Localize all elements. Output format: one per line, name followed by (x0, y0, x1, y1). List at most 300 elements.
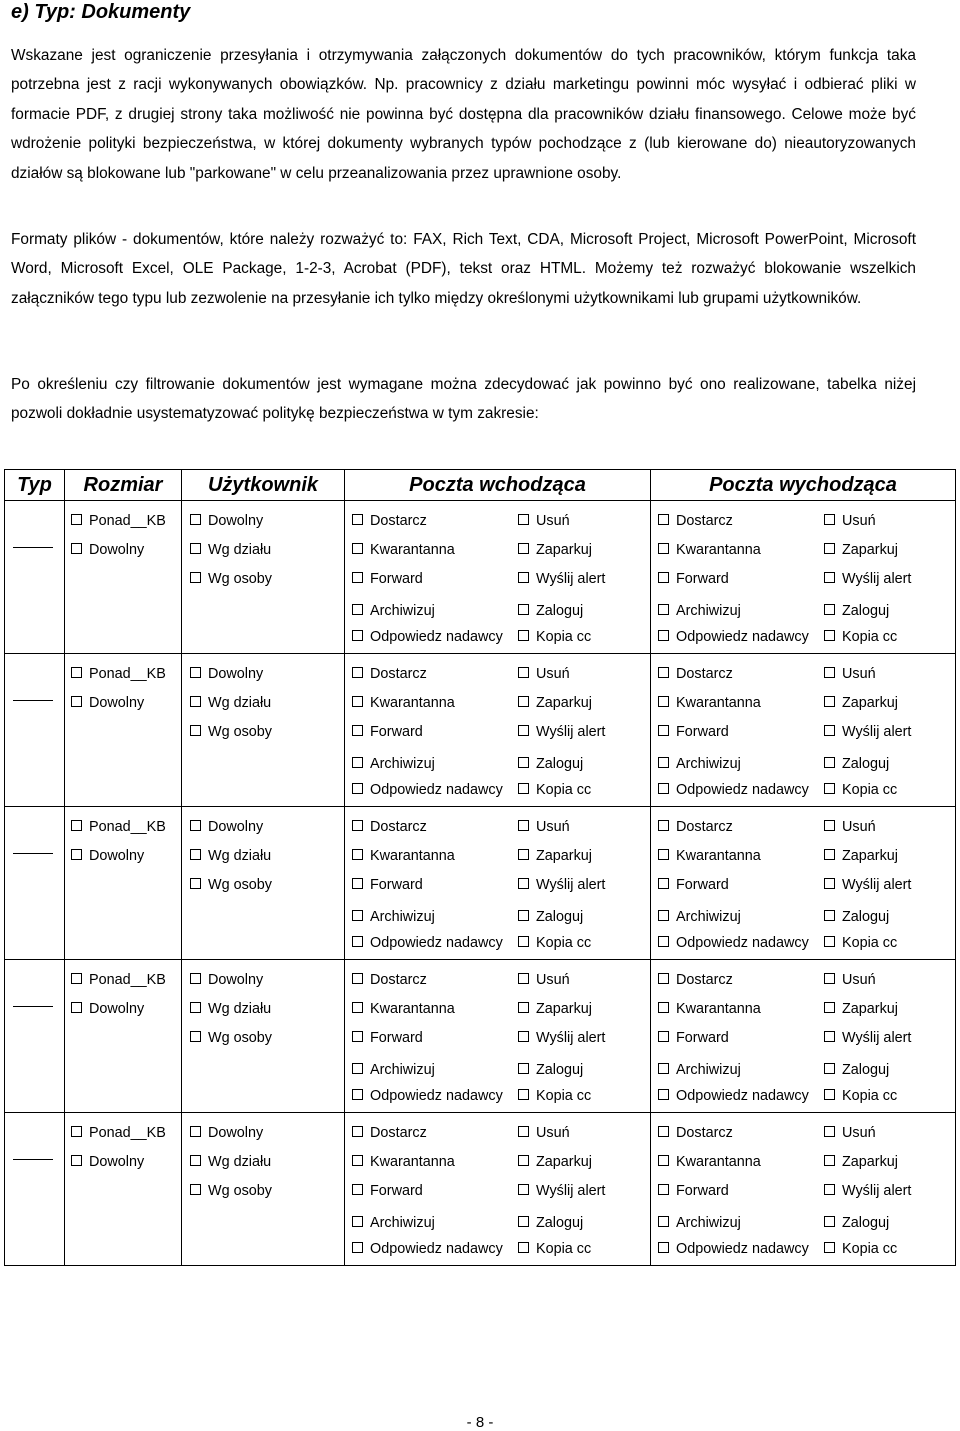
option-label: Usuń (842, 972, 876, 988)
checkbox-icon[interactable] (658, 1031, 669, 1042)
outgoing-mail-option[interactable] (824, 782, 897, 798)
checkbox-icon[interactable] (352, 1002, 363, 1013)
outgoing-mail-option[interactable] (658, 724, 729, 740)
option-label: Forward (676, 877, 729, 893)
incoming-mail-option[interactable] (518, 1088, 591, 1104)
checkbox-icon[interactable] (518, 757, 529, 768)
checkbox-icon[interactable] (658, 1216, 669, 1227)
checkbox-icon[interactable] (824, 1184, 835, 1195)
incoming-mail-option[interactable] (518, 972, 570, 988)
checkbox-icon[interactable] (824, 1216, 835, 1227)
incoming-mail-option[interactable] (518, 782, 591, 798)
checkbox-icon[interactable] (190, 696, 201, 707)
size-option[interactable] (71, 848, 144, 864)
checkbox-icon[interactable] (658, 543, 669, 554)
checkbox-icon[interactable] (352, 1184, 363, 1195)
outgoing-mail-option[interactable] (658, 542, 761, 558)
outgoing-mail-option[interactable] (658, 782, 809, 798)
size-option[interactable] (71, 1001, 144, 1017)
checkbox-icon[interactable] (518, 878, 529, 889)
option-label: Kopia cc (536, 782, 592, 798)
incoming-mail-option[interactable] (352, 603, 435, 619)
incoming-mail-option[interactable] (352, 1215, 435, 1231)
checkbox-icon[interactable] (658, 1063, 669, 1074)
checkbox-icon[interactable] (518, 1031, 529, 1042)
incoming-mail-option[interactable] (518, 666, 570, 682)
outgoing-mail-option[interactable] (824, 1001, 898, 1017)
checkbox-icon[interactable] (658, 1184, 669, 1195)
outgoing-mail-option[interactable] (658, 909, 741, 925)
user-option[interactable] (190, 1183, 272, 1199)
user-option[interactable] (190, 666, 263, 682)
user-option[interactable] (190, 1001, 271, 1017)
checkbox-icon[interactable] (352, 757, 363, 768)
checkbox-icon[interactable] (352, 1063, 363, 1074)
checkbox-icon[interactable] (658, 910, 669, 921)
checkbox-icon[interactable] (824, 725, 835, 736)
incoming-mail-option[interactable] (352, 571, 423, 587)
outgoing-mail-option[interactable] (658, 629, 809, 645)
checkbox-icon[interactable] (71, 820, 82, 831)
checkbox-icon[interactable] (518, 849, 529, 860)
checkbox-icon[interactable] (658, 936, 669, 947)
incoming-mail-option[interactable] (352, 1001, 455, 1017)
incoming-mail-option[interactable] (518, 1062, 583, 1078)
checkbox-icon[interactable] (824, 543, 835, 554)
outgoing-mail-option[interactable] (658, 603, 741, 619)
checkbox-icon[interactable] (352, 820, 363, 831)
incoming-mail-cell (345, 1113, 651, 1266)
option-label: Dowolny (89, 1154, 145, 1170)
checkbox-icon[interactable] (352, 725, 363, 736)
outgoing-mail-option[interactable] (658, 935, 809, 951)
user-option[interactable] (190, 972, 263, 988)
type-blank-line[interactable] (13, 1159, 53, 1160)
outgoing-mail-cell (651, 807, 956, 960)
option-label: Ponad__KB (89, 819, 166, 835)
option-label: Odpowiedz nadawcy (676, 935, 809, 951)
checkbox-icon[interactable] (658, 878, 669, 889)
incoming-mail-option[interactable] (352, 513, 427, 529)
incoming-mail-option[interactable] (352, 724, 423, 740)
checkbox-icon[interactable] (352, 878, 363, 889)
checkbox-icon[interactable] (658, 757, 669, 768)
incoming-mail-option[interactable] (352, 1030, 423, 1046)
checkbox-icon[interactable] (824, 1063, 835, 1074)
outgoing-mail-option[interactable] (824, 1125, 876, 1141)
user-option[interactable] (190, 513, 263, 529)
incoming-mail-option[interactable] (518, 695, 592, 711)
checkbox-icon[interactable] (658, 783, 669, 794)
outgoing-mail-option[interactable] (824, 1241, 897, 1257)
checkbox-icon[interactable] (190, 1002, 201, 1013)
size-option[interactable] (71, 513, 166, 529)
outgoing-mail-option[interactable] (658, 1183, 729, 1199)
outgoing-mail-option[interactable] (824, 1030, 911, 1046)
checkbox-icon[interactable] (352, 604, 363, 615)
checkbox-icon[interactable] (824, 514, 835, 525)
checkbox-icon[interactable] (824, 572, 835, 583)
outgoing-mail-option[interactable] (824, 542, 898, 558)
user-cell (182, 960, 345, 1113)
user-option[interactable] (190, 571, 272, 587)
checkbox-icon[interactable] (518, 910, 529, 921)
option-label: Dostarcz (676, 1125, 733, 1141)
option-label: Odpowiedz nadawcy (676, 782, 809, 798)
checkbox-icon[interactable] (824, 757, 835, 768)
checkbox-icon[interactable] (352, 1089, 363, 1100)
checkbox-icon[interactable] (658, 1002, 669, 1013)
type-blank-line[interactable] (13, 547, 53, 548)
checkbox-icon[interactable] (518, 725, 529, 736)
option-label: Wg działu (208, 695, 272, 711)
outgoing-mail-option[interactable] (658, 1215, 741, 1231)
incoming-mail-option[interactable] (352, 666, 427, 682)
checkbox-icon[interactable] (658, 514, 669, 525)
checkbox-icon[interactable] (518, 514, 529, 525)
outgoing-mail-option[interactable] (658, 848, 761, 864)
checkbox-icon[interactable] (658, 667, 669, 678)
incoming-mail-option[interactable] (518, 629, 591, 645)
option-label: Dostarcz (370, 972, 427, 988)
option-label: Archiwizuj (370, 909, 435, 925)
checkbox-icon[interactable] (71, 973, 82, 984)
size-cell (65, 1113, 182, 1266)
user-option[interactable] (190, 1125, 263, 1141)
incoming-mail-option[interactable] (518, 935, 591, 951)
user-option[interactable] (190, 695, 271, 711)
checkbox-icon[interactable] (658, 572, 669, 583)
outgoing-mail-option[interactable] (824, 513, 876, 529)
option-label: Kopia cc (842, 629, 898, 645)
incoming-mail-option[interactable] (518, 756, 583, 772)
checkbox-icon[interactable] (190, 849, 201, 860)
checkbox-icon[interactable] (658, 1242, 669, 1253)
outgoing-mail-option[interactable] (658, 1062, 741, 1078)
outgoing-mail-option[interactable] (824, 629, 897, 645)
type-cell (5, 654, 65, 807)
checkbox-icon[interactable] (518, 696, 529, 707)
checkbox-icon[interactable] (71, 1002, 82, 1013)
incoming-mail-option[interactable] (352, 1088, 503, 1104)
checkbox-icon[interactable] (518, 1063, 529, 1074)
user-option[interactable] (190, 1154, 271, 1170)
size-option[interactable] (71, 695, 144, 711)
size-cell (65, 807, 182, 960)
outgoing-mail-option[interactable] (824, 877, 911, 893)
checkbox-icon[interactable] (352, 696, 363, 707)
incoming-mail-option[interactable] (352, 782, 503, 798)
incoming-mail-option[interactable] (352, 1125, 427, 1141)
checkbox-icon[interactable] (518, 667, 529, 678)
checkbox-icon[interactable] (824, 630, 835, 641)
outgoing-mail-option[interactable] (658, 513, 733, 529)
outgoing-mail-option[interactable] (824, 695, 898, 711)
checkbox-icon[interactable] (824, 878, 835, 889)
type-blank-line[interactable] (13, 700, 53, 701)
size-option[interactable] (71, 542, 144, 558)
checkbox-icon[interactable] (352, 783, 363, 794)
outgoing-mail-option[interactable] (824, 666, 876, 682)
option-label: Dowolny (208, 666, 264, 682)
size-cell (65, 654, 182, 807)
checkbox-icon[interactable] (824, 1126, 835, 1137)
checkbox-icon[interactable] (190, 973, 201, 984)
incoming-mail-option[interactable] (518, 1241, 591, 1257)
incoming-mail-option[interactable] (352, 1154, 455, 1170)
outgoing-mail-option[interactable] (658, 571, 729, 587)
incoming-mail-option[interactable] (352, 629, 503, 645)
outgoing-mail-option[interactable] (824, 571, 911, 587)
checkbox-icon[interactable] (824, 849, 835, 860)
outgoing-mail-option[interactable] (824, 1062, 889, 1078)
incoming-mail-option[interactable] (352, 542, 455, 558)
checkbox-icon[interactable] (352, 1216, 363, 1227)
incoming-mail-option[interactable] (518, 571, 605, 587)
outgoing-mail-option[interactable] (824, 1088, 897, 1104)
outgoing-mail-option[interactable] (658, 1154, 761, 1170)
size-option[interactable] (71, 1125, 166, 1141)
option-label: Zaloguj (842, 603, 890, 619)
checkbox-icon[interactable] (824, 973, 835, 984)
outgoing-mail-option[interactable] (824, 1154, 898, 1170)
checkbox-icon[interactable] (190, 514, 201, 525)
type-blank-line[interactable] (13, 1006, 53, 1007)
checkbox-icon[interactable] (824, 820, 835, 831)
checkbox-icon[interactable] (352, 1155, 363, 1166)
checkbox-icon[interactable] (824, 1155, 835, 1166)
checkbox-icon[interactable] (824, 783, 835, 794)
checkbox-icon[interactable] (518, 1184, 529, 1195)
outgoing-mail-option[interactable] (824, 603, 889, 619)
checkbox-icon[interactable] (518, 1216, 529, 1227)
checkbox-icon[interactable] (824, 1242, 835, 1253)
option-label: Dostarcz (676, 513, 733, 529)
outgoing-mail-option[interactable] (824, 909, 889, 925)
checkbox-icon[interactable] (658, 1126, 669, 1137)
size-option[interactable] (71, 972, 166, 988)
user-option[interactable] (190, 724, 272, 740)
checkbox-icon[interactable] (518, 1242, 529, 1253)
incoming-mail-option[interactable] (518, 1215, 583, 1231)
option-label: Archiwizuj (676, 1062, 741, 1078)
checkbox-icon[interactable] (352, 910, 363, 921)
checkbox-icon[interactable] (658, 820, 669, 831)
checkbox-icon[interactable] (352, 1031, 363, 1042)
checkbox-icon[interactable] (658, 1089, 669, 1100)
incoming-mail-option[interactable] (518, 1030, 605, 1046)
option-label: Dostarcz (370, 819, 427, 835)
outgoing-mail-option[interactable] (824, 819, 876, 835)
checkbox-icon[interactable] (352, 1126, 363, 1137)
outgoing-mail-option[interactable] (824, 935, 897, 951)
user-option[interactable] (190, 848, 271, 864)
checkbox-icon[interactable] (824, 667, 835, 678)
incoming-mail-option[interactable] (352, 1241, 503, 1257)
incoming-mail-option[interactable] (352, 877, 423, 893)
option-label: Usuń (536, 972, 570, 988)
option-label: Wyślij alert (536, 1183, 606, 1199)
paragraph-formats: Formaty plików - dokumentów, które należy rozważyć to: FAX, Rich Text, CDA, Microsoft Project, Microsoft PowerPoint, Microsoft Word, Microsoft Excel, OLE Package, 1-2-3, Acrobat (PDF), tekst oraz HTML. Możemy też rozważyć blokowanie wszelkich załączników tego typu lub zezwolenie na przesyłanie ich tylko między określonymi użytkownikami lub grupami użytkowników. (11, 231, 916, 307)
option-label: Kopia cc (842, 1241, 898, 1257)
checkbox-icon[interactable] (352, 1242, 363, 1253)
size-option[interactable] (71, 1154, 144, 1170)
checkbox-icon[interactable] (190, 572, 201, 583)
table-row (5, 501, 956, 654)
outgoing-mail-option[interactable] (824, 724, 911, 740)
incoming-mail-option[interactable] (352, 972, 427, 988)
incoming-mail-option[interactable] (518, 1001, 592, 1017)
outgoing-mail-option[interactable] (658, 695, 761, 711)
checkbox-icon[interactable] (71, 1126, 82, 1137)
checkbox-icon[interactable] (658, 973, 669, 984)
outgoing-mail-option[interactable] (824, 1215, 889, 1231)
incoming-mail-option[interactable] (518, 877, 605, 893)
checkbox-icon[interactable] (352, 543, 363, 554)
size-option[interactable] (71, 666, 166, 682)
outgoing-mail-option[interactable] (824, 848, 898, 864)
checkbox-icon[interactable] (658, 630, 669, 641)
outgoing-mail-option[interactable] (658, 666, 733, 682)
checkbox-icon[interactable] (190, 878, 201, 889)
option-label: Archiwizuj (676, 1215, 741, 1231)
incoming-mail-option[interactable] (518, 909, 583, 925)
checkbox-icon[interactable] (352, 973, 363, 984)
incoming-mail-option[interactable] (518, 1154, 592, 1170)
incoming-mail-option[interactable] (518, 1125, 570, 1141)
option-label: Dostarcz (370, 666, 427, 682)
checkbox-icon[interactable] (518, 572, 529, 583)
outgoing-mail-option[interactable] (658, 756, 741, 772)
outgoing-mail-option[interactable] (658, 1088, 809, 1104)
checkbox-icon[interactable] (71, 543, 82, 554)
incoming-mail-option[interactable] (518, 603, 583, 619)
checkbox-icon[interactable] (71, 667, 82, 678)
outgoing-mail-option[interactable] (824, 972, 876, 988)
incoming-mail-option[interactable] (352, 756, 435, 772)
checkbox-icon[interactable] (518, 1089, 529, 1100)
incoming-mail-option[interactable] (518, 819, 570, 835)
checkbox-icon[interactable] (352, 849, 363, 860)
checkbox-icon[interactable] (190, 820, 201, 831)
outgoing-mail-option[interactable] (824, 1183, 911, 1199)
checkbox-icon[interactable] (190, 725, 201, 736)
checkbox-icon[interactable] (352, 514, 363, 525)
checkbox-icon[interactable] (190, 1126, 201, 1137)
outgoing-mail-option[interactable] (658, 1030, 729, 1046)
checkbox-icon[interactable] (518, 630, 529, 641)
incoming-mail-option[interactable] (518, 724, 605, 740)
type-blank-line[interactable] (13, 853, 53, 854)
user-cell (182, 807, 345, 960)
user-option[interactable] (190, 542, 271, 558)
checkbox-icon[interactable] (658, 696, 669, 707)
user-cell (182, 501, 345, 654)
user-option[interactable] (190, 819, 263, 835)
option-label: Wg osoby (208, 877, 272, 893)
incoming-mail-option[interactable] (352, 909, 435, 925)
checkbox-icon[interactable] (518, 1126, 529, 1137)
outgoing-mail-cell (651, 1113, 956, 1266)
user-option[interactable] (190, 1030, 272, 1046)
checkbox-icon[interactable] (190, 1184, 201, 1195)
checkbox-icon[interactable] (352, 936, 363, 947)
checkbox-icon[interactable] (824, 910, 835, 921)
checkbox-icon[interactable] (518, 1002, 529, 1013)
outgoing-mail-option[interactable] (658, 1125, 733, 1141)
outgoing-mail-option[interactable] (658, 1001, 761, 1017)
option-label: Dowolny (208, 972, 264, 988)
incoming-mail-option[interactable] (352, 819, 427, 835)
size-option[interactable] (71, 819, 166, 835)
checkbox-icon[interactable] (824, 1089, 835, 1100)
checkbox-icon[interactable] (824, 936, 835, 947)
checkbox-icon[interactable] (518, 820, 529, 831)
option-label: Archiwizuj (676, 756, 741, 772)
checkbox-icon[interactable] (518, 783, 529, 794)
checkbox-icon[interactable] (824, 1002, 835, 1013)
checkbox-icon[interactable] (518, 936, 529, 947)
checkbox-icon[interactable] (824, 604, 835, 615)
checkbox-icon[interactable] (71, 849, 82, 860)
incoming-mail-option[interactable] (352, 935, 503, 951)
outgoing-mail-cell (651, 654, 956, 807)
checkbox-icon[interactable] (190, 543, 201, 554)
checkbox-icon[interactable] (658, 1155, 669, 1166)
outgoing-mail-option[interactable] (658, 1241, 809, 1257)
checkbox-icon[interactable] (658, 604, 669, 615)
incoming-mail-option[interactable] (518, 1183, 605, 1199)
checkbox-icon[interactable] (658, 725, 669, 736)
user-option[interactable] (190, 877, 272, 893)
incoming-mail-option[interactable] (518, 848, 592, 864)
checkbox-icon[interactable] (518, 973, 529, 984)
option-label: Dowolny (208, 1125, 264, 1141)
outgoing-mail-option[interactable] (658, 877, 729, 893)
option-label: Dowolny (89, 1001, 145, 1017)
option-label: Dostarcz (676, 666, 733, 682)
incoming-mail-option[interactable] (518, 542, 592, 558)
checkbox-icon[interactable] (190, 1031, 201, 1042)
checkbox-icon[interactable] (824, 696, 835, 707)
table-header-row (5, 470, 956, 501)
incoming-mail-option[interactable] (518, 513, 570, 529)
checkbox-icon[interactable] (658, 849, 669, 860)
outgoing-mail-option[interactable] (824, 756, 889, 772)
checkbox-icon[interactable] (71, 696, 82, 707)
checkbox-icon[interactable] (518, 604, 529, 615)
incoming-mail-option[interactable] (352, 695, 455, 711)
checkbox-icon[interactable] (518, 543, 529, 554)
checkbox-icon[interactable] (71, 514, 82, 525)
outgoing-mail-option[interactable] (658, 819, 733, 835)
checkbox-icon[interactable] (352, 667, 363, 678)
option-label: Zaparkuj (842, 848, 898, 864)
option-label: Dowolny (208, 513, 264, 529)
option-label: Odpowiedz nadawcy (370, 629, 503, 645)
incoming-mail-option[interactable] (352, 848, 455, 864)
checkbox-icon[interactable] (824, 1031, 835, 1042)
checkbox-icon[interactable] (352, 572, 363, 583)
checkbox-icon[interactable] (190, 1155, 201, 1166)
checkbox-icon[interactable] (71, 1155, 82, 1166)
checkbox-icon[interactable] (352, 630, 363, 641)
incoming-mail-option[interactable] (352, 1183, 423, 1199)
checkbox-icon[interactable] (190, 667, 201, 678)
outgoing-mail-option[interactable] (658, 972, 733, 988)
checkbox-icon[interactable] (518, 1155, 529, 1166)
incoming-mail-option[interactable] (352, 1062, 435, 1078)
